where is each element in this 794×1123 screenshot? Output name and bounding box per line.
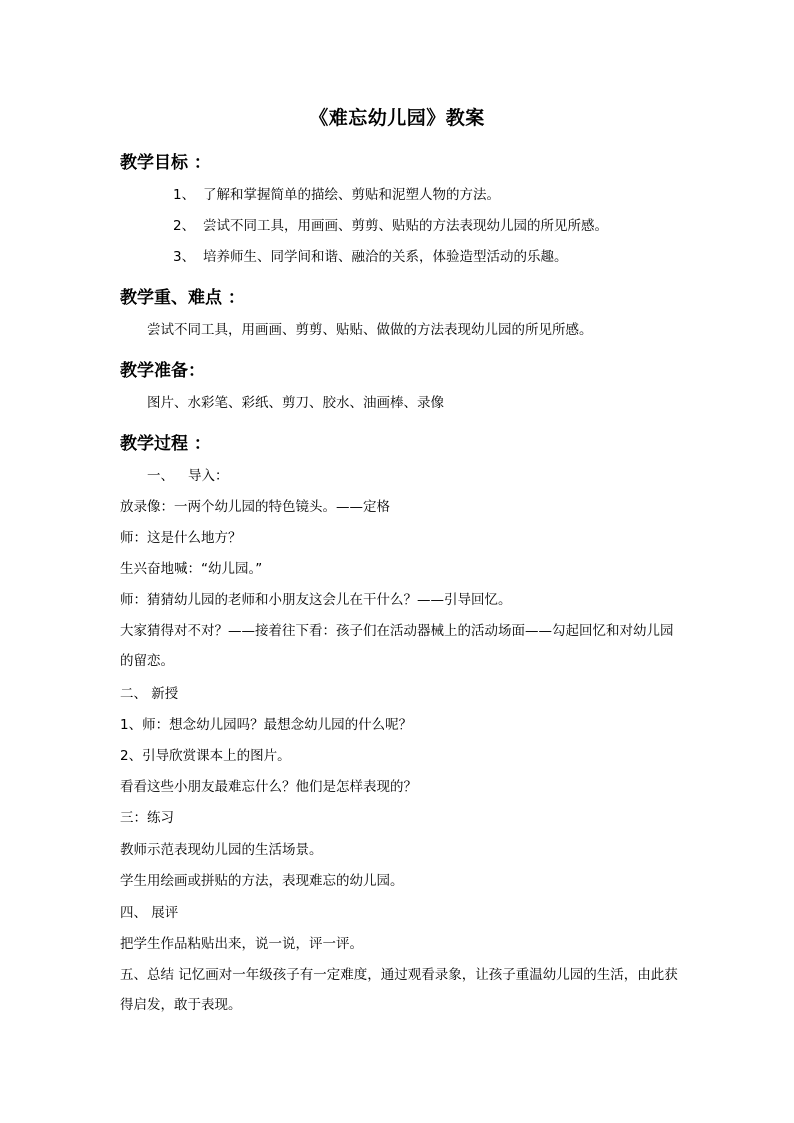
key-points-heading: 教学重、难点 ： [120, 288, 245, 308]
objective-number: 2、 [173, 218, 196, 234]
process-line: 学生用绘画或拼贴的方法，表现难忘的幼儿园。 [120, 873, 404, 889]
process-heading: 教学过程 ： [120, 434, 211, 454]
process-line: 把学生作品粘贴出来，说一说，评一评。 [120, 936, 363, 952]
process-line: 三：练习 [120, 810, 174, 826]
objective-item-1 [173, 185, 500, 205]
process-line-wrapped: 五、总结 记忆画对一年级孩子有一定难度，通过观看录象，让孩子重温幼儿园的生活，由此获得启发，敢于表现。 [120, 967, 678, 1013]
preparation-text: 图片、水彩笔、彩纸、剪刀、胶水、油画棒、录像 [147, 395, 444, 411]
process-line: 师：猜猜幼儿园的老师和小朋友这会儿在干什么？——引导回忆。 [120, 592, 512, 608]
objective-number: 3、 [173, 249, 196, 265]
process-line: 1、师：想念幼儿园吗？最想念幼儿园的什么呢？ [120, 717, 413, 733]
process-line: 看看这些小朋友最难忘什么？他们是怎样表现的？ [120, 779, 417, 795]
objective-text: 尝试不同工具，用画画、剪剪、贴贴的方法表现幼儿园的所见所感。 [203, 218, 608, 234]
process-line: 放录像：一两个幼儿园的特色镜头。——定格 [120, 499, 390, 515]
process-line: 四、 展评 [120, 905, 179, 921]
objective-text: 培养师生、同学间和谐、融洽的关系，体验造型活动的乐趣。 [203, 249, 568, 265]
process-intro-number: 一、 [147, 468, 174, 484]
objective-number: 1、 [173, 187, 196, 203]
process-line: 生兴奋地喊：“幼儿园。” [120, 561, 263, 577]
process-line: 二、 新授 [120, 686, 179, 702]
key-points-text: 尝试不同工具，用画画、剪剪、贴贴、做做的方法表现幼儿园的所见所感。 [147, 322, 593, 338]
objective-text: 了解和掌握简单的描绘、剪贴和泥塑人物的方法。 [203, 187, 500, 203]
objective-item-2 [173, 216, 608, 236]
document-title: 《难忘幼儿园》教案 [309, 107, 485, 129]
process-line: 师：这是什么地方？ [120, 530, 242, 546]
process-intro-label: 导入： [188, 468, 229, 484]
objectives-heading: 教学目标 ： [120, 153, 211, 173]
process-line-wrapped: 大家猜得对不对？——接着往下看：孩子们在活动器械上的活动场面——勾起回忆和对幼儿园的留恋。 [120, 623, 674, 669]
process-line: 2、引导欣赏课本上的图片。 [120, 748, 291, 764]
process-line: 教师示范表现幼儿园的生活场景。 [120, 842, 323, 858]
preparation-heading: 教学准备： [120, 361, 205, 381]
process-intro [147, 466, 229, 486]
objective-item-3 [173, 247, 568, 267]
